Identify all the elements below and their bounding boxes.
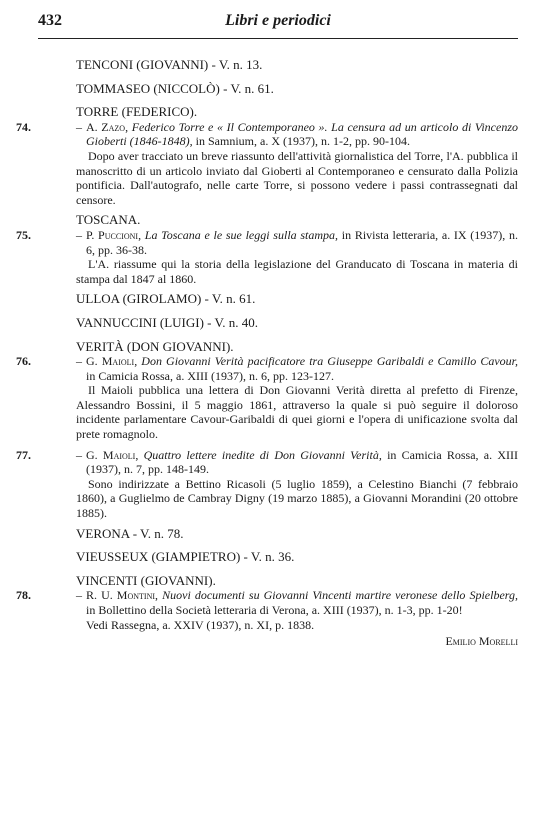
entry-author: G. Maioli, [86, 354, 138, 369]
entry-author: A. Zazo, [86, 119, 129, 134]
entry-source: in Rivista letteraria, a. IX (1937), n. 6, pp. 36-38. [86, 227, 519, 257]
entry-title: Federico Torre e « Il Contemporaneo ». La censura ad un articolo di Vincenzo Gioberti (1846-1848), [86, 119, 518, 149]
entry-abstract: Sono indirizzate a Bettino Ricasoli (5 luglio 1859), a Celestino Bianchi (7 febbraio 1860), a Guglielmo de Cambray Digny (19 marzo 1885), a Giovanni Morandini (20 ottobre 1885). [76, 476, 518, 521]
xref-tommaseo: TOMMASEO (NICCOLÒ) - V. n. 61. [76, 80, 274, 96]
entry-number: 77. [16, 447, 31, 462]
xref-tenconi: TENCONI (GIOVANNI) - V. n. 13. [76, 57, 263, 72]
page-body [16, 57, 519, 649]
xref-verona: VERONA - V. n. 78. [76, 525, 184, 541]
entry-number: 75. [16, 227, 31, 242]
entry-abstract: Il Maioli pubblica una lettera di Don Giovanni Verità diretta al prefetto di Firenze, Alessandro Bossini, il 5 maggio 1861, attraverso la quale si può seguire il doloroso incidente parlamentare Cavour-Garibaldi di quei giorni e l'opera di unificazione svolta dal prete romagnolo. [76, 383, 518, 442]
entry-abstract: L'A. riassume qui la storia della legislazione del Granducato di Toscana in materia di stampa dal 1847 al 1860. [76, 257, 518, 286]
entry-title: Quattro lettere inedite di Don Giovanni Verità, [143, 447, 382, 462]
entry-title: Don Giovanni Verità pacificatore tra Giuseppe Garibaldi e Camillo Cavour, [141, 354, 518, 369]
entry-source: in Samnium, a. X (1937), n. 1-2, pp. 90-104. [195, 134, 410, 149]
entry-author: P. Puccioni, [86, 227, 142, 242]
entry-75: 75. – P. Puccioni, La Toscana e le sue leggi sulla stampa, in Rivista letteraria, a. IX (1937), n. 6, pp. 36-38. [16, 227, 519, 257]
entry-78: 78. – R. U. Montini, Nuovi documenti su Giovanni Vincenti martire veronese dello Spielberg, in Bollettino della Società letteraria di Verona, a. XIII (1937), n. 1-3, pp. 1-20! [16, 588, 519, 617]
entry-author: G. Maioli, [86, 447, 139, 462]
entry-title: Nuovi documenti su Giovanni Vincenti martire veronese dello Spielberg, [162, 588, 519, 603]
heading-torre: TORRE (FEDERICO). [76, 104, 198, 120]
entry-source: in Bollettino della Società letteraria di Verona, a. XIII (1937), n. 1-3, pp. 1-20! [86, 603, 463, 617]
xref-vannuccini: VANNUCCINI (LUIGI) - V. n. 40. [76, 314, 258, 330]
entry-76: 76. – G. Maioli, Don Giovanni Verità pacificatore tra Giuseppe Garibaldi e Camillo Cavour, in Camicia Rossa, a. XIII (1937), n. 6, pp. 123-127. [16, 354, 518, 383]
entry-number: 78. [16, 588, 31, 603]
see-also-note: Vedi Rassegna, a. XXIV (1937), n. XI, p. 1838. [86, 617, 315, 632]
heading-vincenti: VINCENTI (GIOVANNI). [76, 572, 216, 588]
entry-title: La Toscana e le sue leggi sulla stampa, [144, 227, 339, 242]
entry-source: in Camicia Rossa, a. XIII (1937), n. 6, pp. 123-127. [86, 368, 334, 383]
entry-source: in Camicia Rossa, a. XIII (1937), n. 7, pp. 148-149. [86, 447, 519, 477]
heading-verita: VERITÀ (DON GIOVANNI). [76, 338, 234, 354]
page-header [38, 12, 518, 38]
running-title: Libri e periodici [225, 12, 331, 29]
heading-toscana: TOSCANA. [76, 212, 141, 228]
xref-ulloa: ULLOA (GIROLAMO) - V. n. 61. [76, 291, 256, 307]
author-signature: Emilio Morelli [445, 634, 518, 649]
entry-abstract: Dopo aver tracciato un breve riassunto dell'attività giornalistica del Torre, l'A. pubblica il manoscritto di un articolo inviato dal Gioberti al Contemporaneo e censurato dalla Polizia pontificia. Dall'autografo, nelle carte Torre, si possono vedere i passi contrassegnati dal censore. [76, 148, 518, 207]
entry-77: 77. – G. Maioli, Quattro lettere inedite di Don Giovanni Verità, in Camicia Rossa, a. XIII (1937), n. 7, pp. 148-149. [16, 447, 519, 477]
entry-author: R. U. Montini, [86, 588, 159, 603]
entry-number: 74. [16, 119, 31, 134]
entry-number: 76. [16, 354, 31, 369]
header-rule [38, 38, 518, 39]
page-number: 432 [38, 12, 62, 29]
xref-vieusseux: VIEUSSEUX (GIAMPIETRO) - V. n. 36. [76, 549, 295, 565]
entry-74: 74. – A. Zazo, Federico Torre e « Il Contemporaneo ». La censura ad un articolo di Vincenzo Gioberti (1846-1848), in Samnium, a. X (1937), n. 1-2, pp. 90-104. [16, 119, 518, 149]
